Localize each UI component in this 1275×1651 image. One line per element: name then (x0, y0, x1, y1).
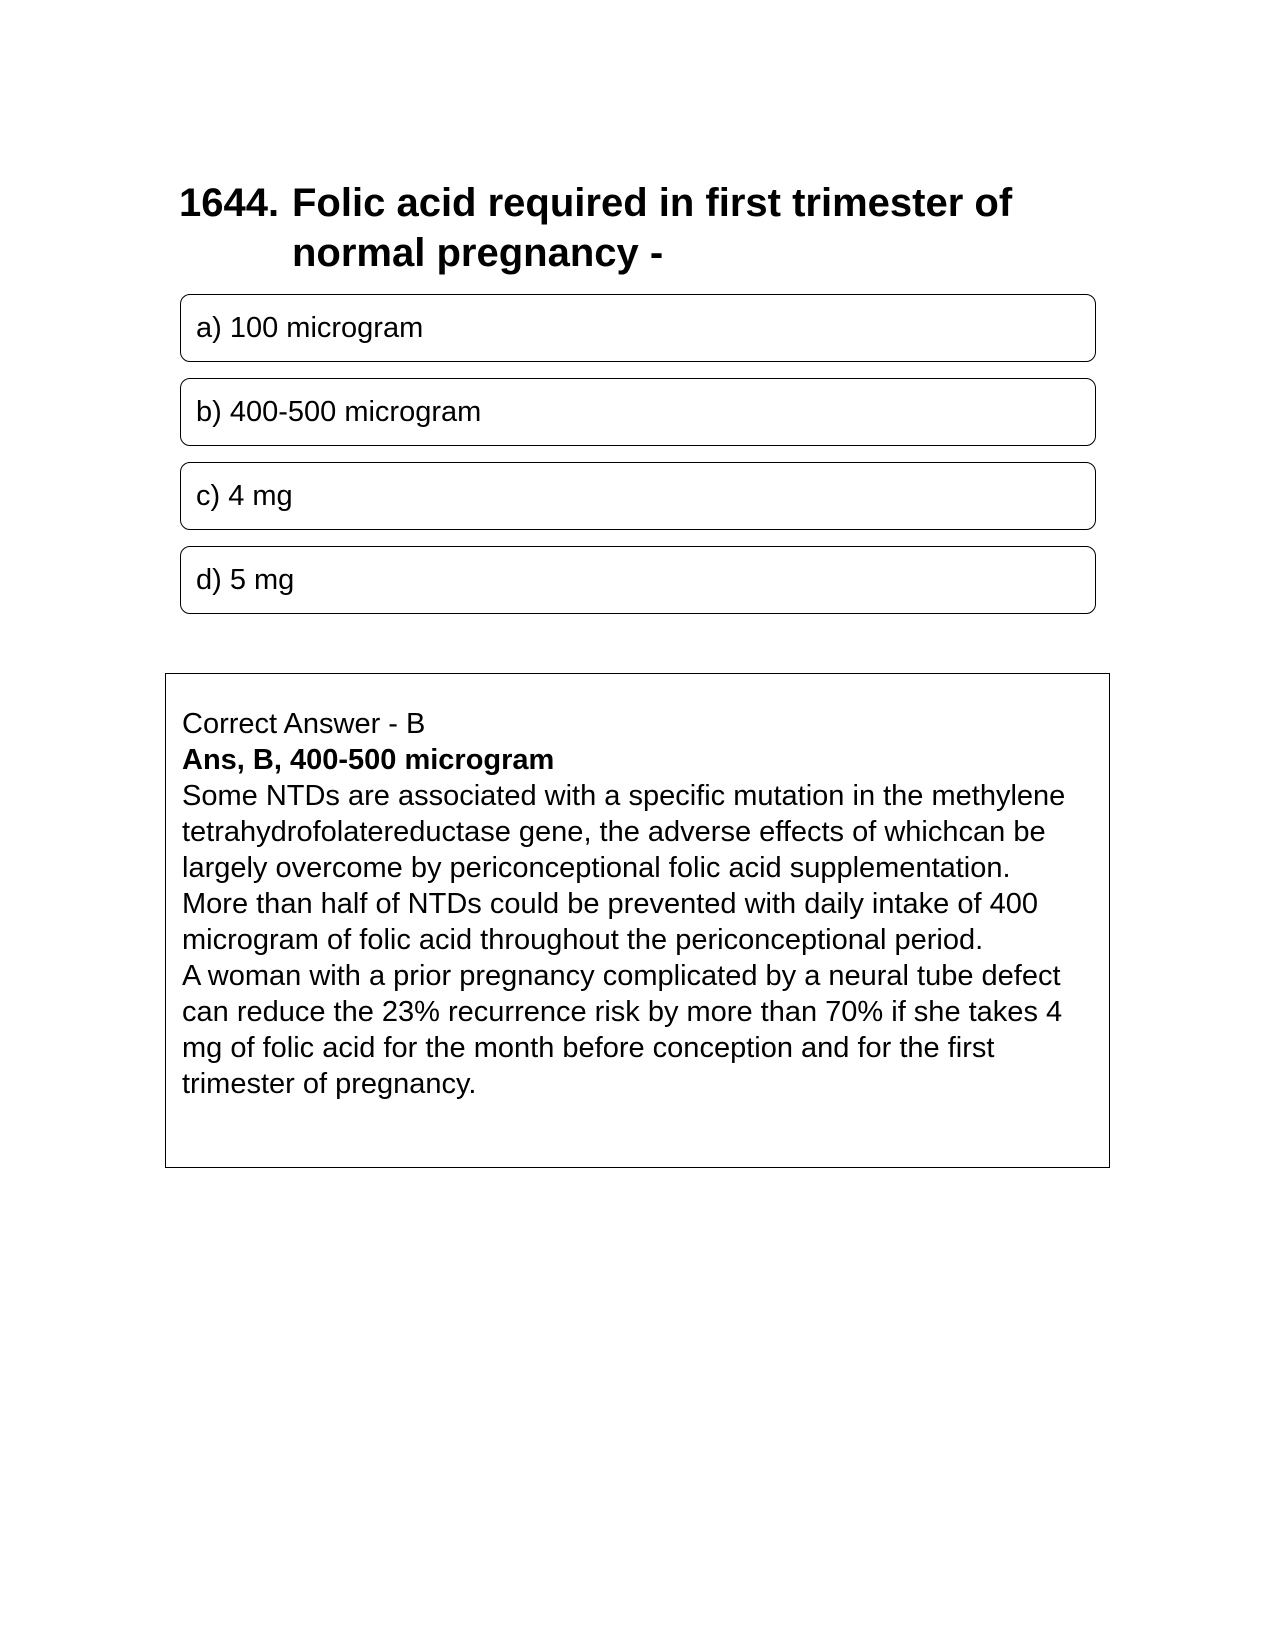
option-a[interactable]: a) 100 microgram (180, 294, 1096, 362)
option-c[interactable]: c) 4 mg (180, 462, 1096, 530)
correct-answer-line: Correct Answer - B (182, 708, 426, 740)
question-text: Folic acid required in first trimester of normal pregnancy - (292, 181, 1013, 275)
answer-options (180, 294, 1096, 630)
question-number: 1644. (179, 181, 280, 225)
question-heading (179, 178, 1079, 278)
explanation-paragraph: Some NTDs are associated with a specific mutation in the methylene tetrahydrofolatereductase gene, the adverse effects of whichcan be largely overcome by periconceptional folic acid supplementation. (182, 780, 1066, 884)
explanation-paragraph: More than half of NTDs could be prevented with daily intake of 400 microgram of folic acid throughout the periconceptional period. (182, 888, 1038, 956)
answer-title: Ans, B, 400-500 microgram (182, 744, 555, 776)
option-d[interactable]: d) 5 mg (180, 546, 1096, 614)
answer-explanation-box (165, 673, 1110, 1168)
option-b[interactable]: b) 400-500 microgram (180, 378, 1096, 446)
explanation-paragraph: A woman with a prior pregnancy complicated by a neural tube defect can reduce the 23% recurrence risk by more than 70% if she takes 4 mg of folic acid for the month before conception and for the first trimester of pregnancy. (182, 960, 1063, 1100)
